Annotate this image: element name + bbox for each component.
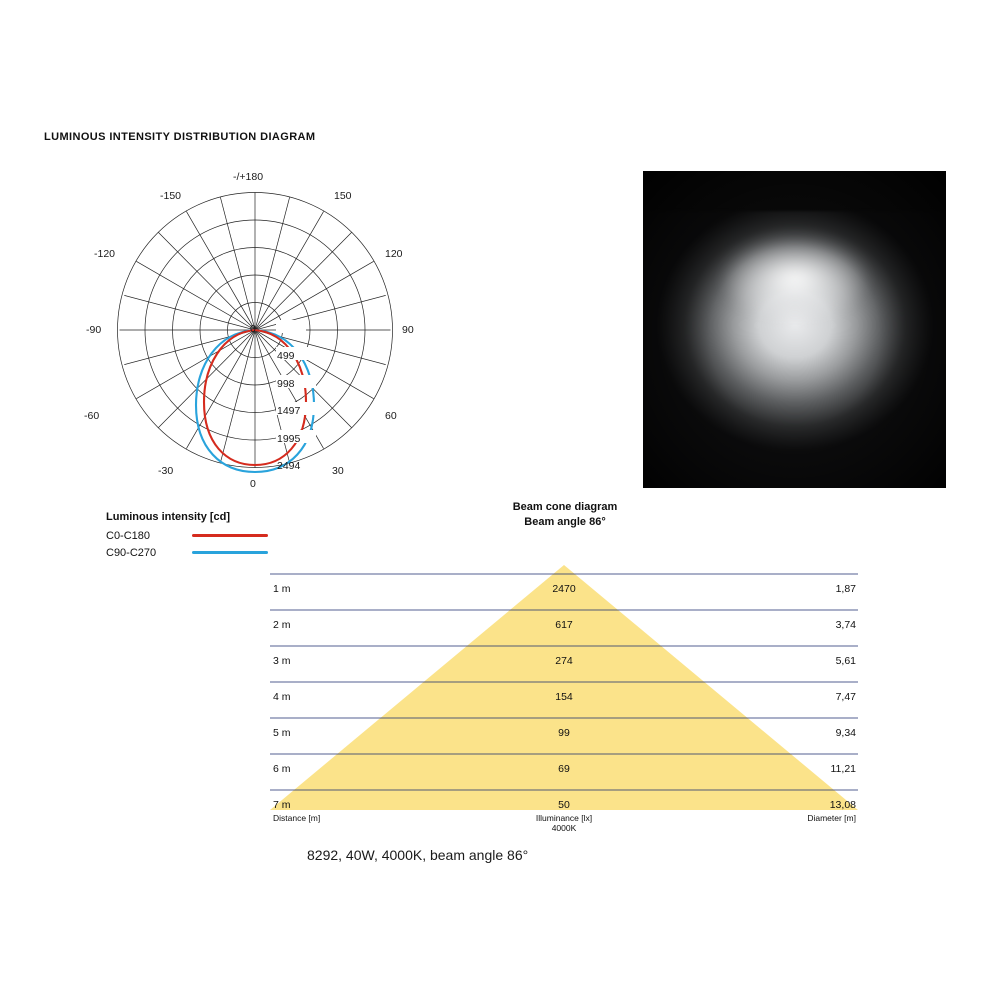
page-title: LUMINOUS INTENSITY DISTRIBUTION DIAGRAM [44, 131, 316, 143]
polar-tick-90: 90 [402, 324, 414, 336]
legend-swatch-c0-c180 [192, 534, 268, 537]
beam-row-6m [270, 754, 858, 790]
luminaire-beam-photo [643, 171, 946, 488]
polar-tick-minus150: -150 [160, 190, 182, 202]
polar-tick-120: 120 [385, 248, 403, 260]
beam-lux-5m: 99 [558, 727, 570, 739]
legend-swatch-c90-c270 [192, 551, 268, 554]
beam-axis-distance: Distance [m] [273, 813, 321, 823]
beam-cone-title-line2: Beam angle 86° [524, 516, 606, 528]
beam-lux-6m: 69 [558, 763, 570, 775]
polar-tick-minus30: -30 [158, 465, 174, 477]
polar-bottom-0: 0 [250, 478, 256, 490]
beam-axis-cct: 4000K [551, 823, 577, 833]
beam-cone-diagram [270, 560, 858, 835]
beam-lux-1m: 2470 [552, 583, 576, 595]
beam-lux-7m: 50 [558, 799, 570, 811]
legend [106, 511, 336, 561]
polar-tick-minus90: -90 [86, 324, 102, 336]
beam-cone-title-line1: Beam cone diagram [512, 501, 618, 513]
beam-lux-4m: 154 [555, 691, 573, 703]
beam-row-1m [270, 574, 858, 610]
legend-title: Luminous intensity [cd] [106, 511, 231, 523]
beam-row-4m [270, 682, 858, 718]
polar-tick-30: 30 [332, 465, 344, 477]
beam-distance-4m: 4 m [273, 691, 291, 703]
beam-diameter-5m: 9,34 [835, 727, 856, 739]
beam-lux-3m: 274 [555, 655, 573, 667]
polar-tick-150: 150 [334, 190, 352, 202]
beam-cone-title [420, 500, 710, 530]
photo-vignette [643, 171, 946, 488]
beam-axis-illuminance-line1: Illuminance [lx] [535, 813, 593, 823]
polar-tick-60: 60 [385, 410, 397, 422]
figure-caption: 8292, 40W, 4000K, beam angle 86° [307, 847, 529, 863]
beam-diameter-6m: 11,21 [830, 763, 856, 775]
beam-distance-7m: 7 m [273, 799, 291, 811]
beam-diameter-7m: 13,08 [829, 799, 856, 811]
beam-diameter-2m: 3,74 [835, 619, 856, 631]
beam-diameter-1m: 1,87 [835, 583, 856, 595]
polar-radial-2494: 2494 [277, 460, 301, 472]
beam-axis-illuminance [270, 813, 858, 833]
polar-radial-1497: 1497 [277, 405, 301, 417]
legend-label-c0-c180: C0-C180 [106, 529, 151, 542]
beam-lux-2m: 617 [555, 619, 573, 631]
polar-tick-minus120: -120 [94, 248, 116, 260]
beam-distance-1m: 1 m [273, 583, 291, 595]
polar-tick-180: -/+180 [233, 171, 264, 183]
polar-radial-998: 998 [277, 378, 295, 390]
polar-radial-499: 499 [277, 350, 295, 362]
polar-diagram [40, 160, 460, 505]
polar-radial-1995: 1995 [277, 433, 301, 445]
legend-label-c90-c270: C90-C270 [106, 546, 157, 559]
beam-row-5m [270, 718, 858, 754]
legend-item-c90-c270 [106, 544, 336, 561]
legend-item-c0-c180 [106, 527, 336, 544]
polar-tick-minus60: -60 [84, 410, 100, 422]
beam-distance-5m: 5 m [273, 727, 291, 739]
beam-distance-6m: 6 m [273, 763, 291, 775]
beam-diameter-3m: 5,61 [835, 655, 856, 667]
beam-diameter-4m: 7,47 [835, 691, 856, 703]
polar-radial-0: 0 [250, 323, 256, 335]
beam-row-3m [270, 646, 858, 682]
beam-axis-diameter: Diameter [m] [807, 813, 856, 823]
beam-row-2m [270, 610, 858, 646]
beam-distance-2m: 2 m [273, 619, 291, 631]
beam-distance-3m: 3 m [273, 655, 291, 667]
